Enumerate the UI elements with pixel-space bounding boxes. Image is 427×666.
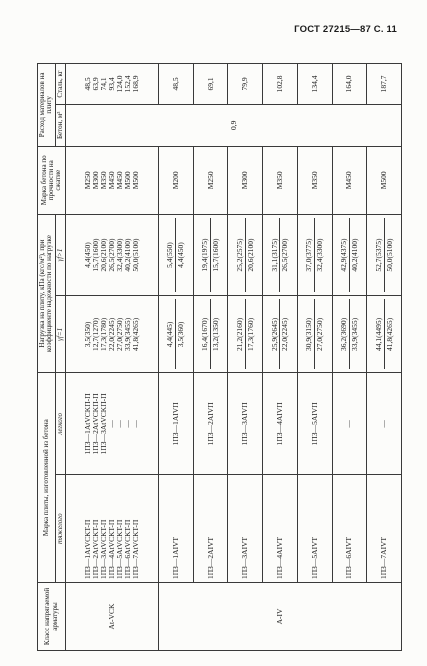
aiv-gf2-cell [297,214,332,296]
aiv-gf2-cell [367,214,402,296]
atvck-beton-3: M350 [99,171,109,190]
aiv-legk: 1ПЗ—3AIVП [228,373,263,475]
atvck-stal-6: 152,4 [122,75,132,93]
aiv-gf2-cell [332,214,367,296]
beton-volume: 0,9 [66,104,402,146]
aiv-gf1-bottom: 27,0(2750) [315,317,325,351]
aiv-tyazh: 1ПЗ—2AIVT [193,475,228,583]
atvck-stal-3: 74,1 [99,77,109,91]
atvck-tyazh-4: 1ПЗ—4AtVCKT-П [107,519,116,580]
aiv-gf1-top: 36,2(3690) [340,299,350,369]
aiv-tyazh: 1ПЗ—6AIVT [332,475,367,583]
aiv-gf2-top: 31,1(3175) [271,218,281,293]
aiv-legk: 1ПЗ—4AIVП [263,373,298,475]
aiv-beton: M450 [332,146,367,214]
atvck-beton-7: M500 [130,171,140,190]
header-tyazh: тяжелого [55,475,65,583]
atvck-beton-cell [66,146,159,214]
aiv-stal: 69,1 [193,64,228,105]
aiv-gf1-cell [228,296,263,373]
aiv-tyazh: 1ПЗ—4AIVT [263,475,298,583]
aiv-legk: 1ПЗ—2AIVП [193,373,228,475]
atvck-legk-5: — [114,420,124,428]
atvck-gf2-6: 40,2(4100) [122,238,132,272]
aiv-gf2-bottom: 50,0(5100) [384,238,394,272]
aiv-gf2-cell [263,214,298,296]
aiv-gf1-bottom: 17,3(1760) [245,317,255,351]
atvck-tyazh-7: 1ПЗ—7AtVCKT-П [130,519,140,580]
atvck-stal-4: 93,4 [107,77,116,91]
aiv-tyazh: 1ПЗ—1AIVT [158,475,193,583]
aiv-gf1-top: 4,4(445) [166,299,176,369]
atvck-stal-1: 48,5 [83,77,93,91]
aiv-gf1-bottom: 13,2(1350) [210,317,220,351]
atvck-tyazh-3: 1ПЗ—3AtVCKT-П [99,519,109,580]
atvck-gf1-cell [66,296,159,373]
aiv-stal: 134,4 [297,64,332,105]
atvck-stal-5: 124,0 [114,75,124,93]
header-rashod-group: Расход материалов на плиту [38,64,56,147]
atvck-gf2-5: 32,4(3300) [114,238,124,272]
atvck-gf1-2: 12,7(1270) [91,317,101,351]
aiv-gf1-cell [367,296,402,373]
aiv-stal: 79,9 [228,64,263,105]
atvck-beton-2: M300 [91,171,101,190]
header-load-group: Нагрузка на плиту, кПа (кгс/м²), при коэффициенте надежности по нагрузке [38,214,56,373]
atvck-legk-cell [66,373,159,475]
aiv-gf2-bottom: 15,7(1600) [210,238,220,272]
aiv-gf1-top: 44,1(4495) [375,299,385,369]
aiv-gf1-cell [158,296,193,373]
aiv-gf2-cell [193,214,228,296]
header-legk: легкого [55,373,65,475]
aiv-gf1-bottom: 3,5(360) [176,321,186,348]
aiv-tyazh: 1ПЗ—5AIVT [297,475,332,583]
atvck-legk-1: 1ПЗ—1AtVCKП-П [83,393,93,455]
table-row [158,64,193,651]
atvck-gf1-1: 3,5(350) [83,321,93,348]
aiv-gf2-cell [228,214,263,296]
header-gf1: γf=1 [55,296,65,373]
atvck-gf2-1: 4,4(450) [83,242,93,268]
atvck-legk-3: 1ПЗ—3AtVCKП-П [99,393,109,455]
aiv-gf1-bottom: 33,9(3455) [349,317,359,351]
aiv-gf1-cell [332,296,367,373]
aiv-beton: M350 [263,146,298,214]
aiv-beton: M200 [158,146,193,214]
atvck-beton-1: M250 [83,171,93,190]
aiv-gf2-cell [158,214,193,296]
aiv-legk: — [332,373,367,475]
atvck-legk-6: — [122,420,132,428]
table-row [193,64,228,651]
aiv-beton: M300 [228,146,263,214]
atvck-beton-4: M450 [107,171,116,190]
atvck-beton-6: M500 [122,171,132,190]
aiv-gf2-bottom: 40,2(4100) [349,238,359,272]
atvck-gf1-6: 33,9(3455) [122,317,132,351]
rotated-table-wrapper [37,63,402,651]
atvck-tyazh-6: 1ПЗ—6AtVCKT-П [122,519,132,580]
header-beton-marka: Марка бетона по прочности на сжатие [38,146,66,214]
atvck-gf1-4: 22,0(2245) [107,317,116,351]
aiv-gf2-top: 37,0(3775) [305,218,315,293]
atvck-gf2-7: 50,0(5100) [130,238,140,272]
aiv-legk: 1ПЗ—5AIVП [297,373,332,475]
atvck-tyazh-2: 1ПЗ—2AtVCKT-П [91,519,101,580]
atvck-legk-7: — [130,420,140,428]
atvck-beton-5: M450 [114,171,124,190]
aiv-gf2-top: 42,9(4375) [340,218,350,293]
atvck-gf1-3: 17,3(1780) [99,317,109,351]
aiv-gf1-cell [193,296,228,373]
aiv-gf1-top: 16,4(1670) [201,299,211,369]
atvck-stal-2: 63,9 [91,77,101,91]
aiv-stal: 187,7 [367,64,402,105]
atvck-tyazh-1: 1ПЗ—1AtVCKT-П [83,519,93,580]
aiv-beton: M350 [297,146,332,214]
header-klass: Класс напрягаемой арматуры [38,583,66,651]
table-row [297,64,332,651]
plate-data-table [37,63,402,651]
aiv-gf1-top: 25,9(2645) [271,299,281,369]
atvck-gf1-7: 41,8(4265) [130,317,140,351]
aiv-gf1-cell [263,296,298,373]
atvck-gf2-2: 15,7(1600) [91,238,101,272]
header-stal: Сталь, кг [55,64,65,105]
aiv-gf2-bottom: 20,6(2100) [245,238,255,272]
atvck-tyazh-5: 1ПЗ—5AtVCKT-П [114,519,124,580]
aiv-gf1-top: 21,2(2160) [236,299,246,369]
aiv-stal: 48,5 [158,64,193,105]
atvck-gf2-3: 20,6(2100) [99,238,109,272]
aiv-gf1-bottom: 41,8(4265) [384,317,394,351]
aiv-gf2-bottom: 26,5(2700) [280,238,290,272]
aiv-gf2-top: 52,7(5375) [375,218,385,293]
aiv-tyazh: 1ПЗ—7AIVT [367,475,402,583]
atvck-legk-2: 1ПЗ—2AtVCKП-П [91,393,101,455]
table-row-atvck [66,64,159,651]
page-header: ГОСТ 27215—87 С. 11 [294,24,397,35]
header-marka-group: Марка плиты, изготовленной из бетона [38,373,56,583]
header-gf2: γf>1 [55,214,65,296]
atvck-gf2-cell [66,214,159,296]
aiv-gf2-bottom: 4,4(450) [176,242,186,268]
atvck-gf1-5: 27,0(2750) [114,317,124,351]
klass-atvck: At-VCK [66,583,159,651]
table-row [367,64,402,651]
aiv-gf1-bottom: 22,0(2245) [280,317,290,351]
table-row [332,64,367,651]
atvck-gf2-4: 26,5(2700) [107,238,116,272]
aiv-gf2-top: 19,4(1975) [201,218,211,293]
aiv-gf2-top: 25,2(2575) [236,218,246,293]
aiv-legk: — [367,373,402,475]
aiv-beton: M500 [367,146,402,214]
aiv-gf1-cell [297,296,332,373]
aiv-gf2-bottom: 32,4(3300) [315,238,325,272]
table-row [228,64,263,651]
klass-aiv: A-IV [158,583,401,651]
table-row [263,64,298,651]
aiv-legk: 1ПЗ—1AIVП [158,373,193,475]
header-beton-m3: Бетон, м³ [55,104,65,146]
atvck-stal-7: 168,9 [130,75,140,93]
aiv-gf1-top: 30,9(3150) [305,299,315,369]
aiv-beton: M250 [193,146,228,214]
aiv-tyazh: 1ПЗ—3AIVT [228,475,263,583]
aiv-stal: 102,8 [263,64,298,105]
atvck-legk-4: — [107,420,116,428]
aiv-gf2-top: 5,4(550) [166,218,176,293]
atvck-tyazh-cell [66,475,159,583]
aiv-stal: 164,0 [332,64,367,105]
atvck-stal-cell [66,64,159,105]
